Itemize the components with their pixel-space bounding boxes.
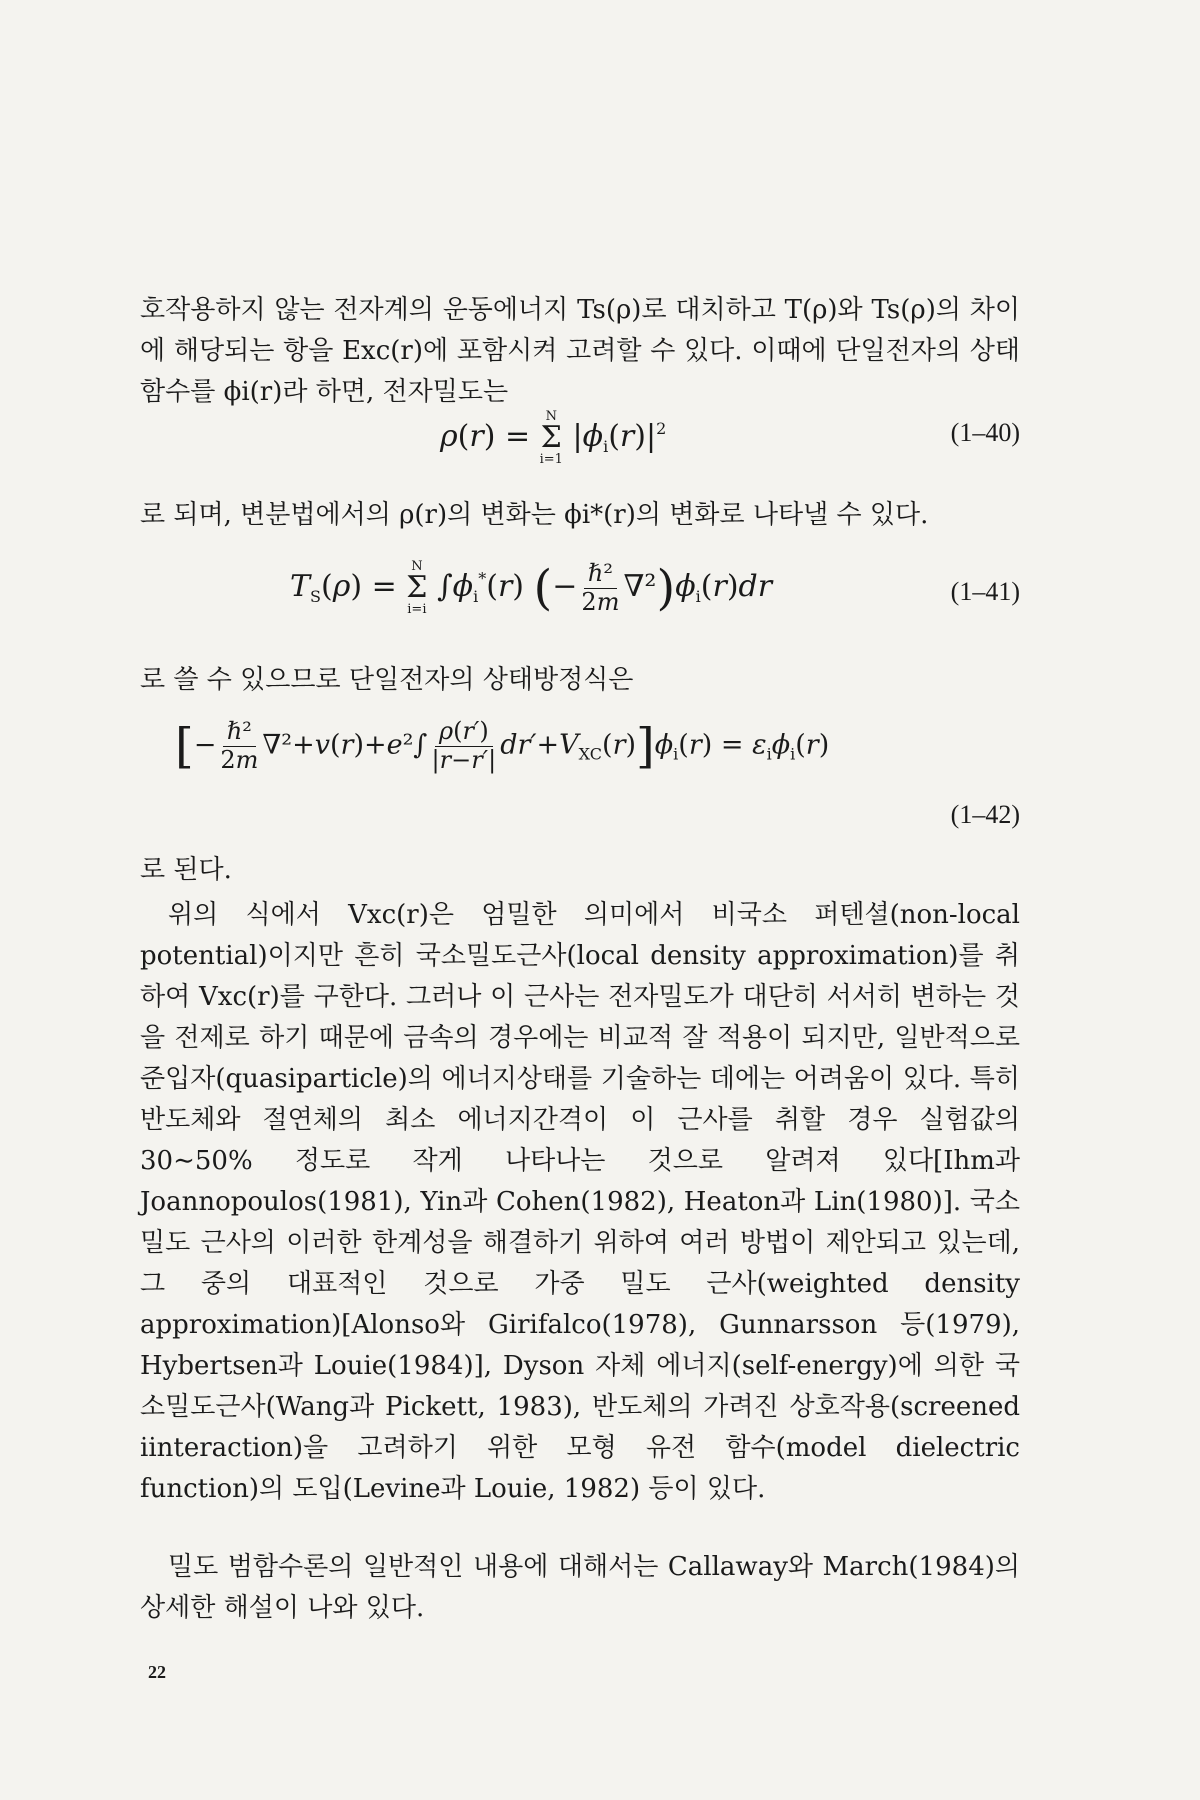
equation-1-41: $T_S(\rho)$ = N Σ i=i $\int\phi_i^*(r)$ (− $\frac{\text{ℏ²}}{2m}$ $\nabla^2)\phi_i(r)dr$	[290, 559, 773, 618]
paragraph-5-block	[140, 895, 1020, 1510]
paragraph-6-block	[140, 1547, 1020, 1629]
page-number: 22	[148, 1662, 166, 1682]
paragraph-4-block	[140, 850, 1020, 891]
paragraph-3: 로 쓸 수 있으므로 단일전자의 상태방정식은	[140, 665, 634, 695]
paragraph-intro	[140, 290, 1020, 413]
paragraph-6: 밀도 범함수론의 일반적인 내용에 대해서는 Callaway와 March(1984)의 상세한 해설이 나와 있다.	[140, 1552, 1020, 1623]
equation-1-42: [− $\frac{\text{ℏ²}}{2m}$ ∇²+v(r)+e²∫ $\frac{\rho(r')}{|r-r'|}$ $dr'+V_{XC}(r)]\phi_i(r) = \varepsilon_i\phi_i(r)$	[175, 717, 830, 775]
equation-number-1-42: (1–42)	[950, 800, 1020, 829]
equation-number-1-41: (1–41)	[950, 577, 1020, 606]
equation-1-40: ρ(r) = N Σ i=1 $|\phi_i(r)|^2$	[440, 409, 667, 467]
paragraph-1: 호작용하지 않는 전자계의 운동에너지 Ts(ρ)로 대치하고 T(ρ)와 Ts(ρ)의 차이에 해당되는 항을 Exc(r)에 포함시켜 고려할 수 있다. 이때에 단일전자의 상태함수를 ϕi(r)라 하면, 전자밀도는	[140, 295, 1020, 407]
paragraph-5: 위의 식에서 Vxc(r)은 엄밀한 의미에서 비국소 퍼텐셜(non-local potential)이지만 흔히 국소밀도근사(local density approximation)를 취하여 Vxc(r)를 구한다. 그러나 이 근사는 전자밀도가 대단히 서서히 변하는 것을 전제로 하기 때문에 금속의 경우에는 비교적 잘 적용이 되지만, 일반적으로 준입자(quasiparticle)의 에너지상태를 기술하는 데에는 어려움이 있다. 특히 반도체와 절연체의 최소 에너지간격이 이 근사를 취할 경우 실험값의 30∼50% 정도로 작게 나타나는 것으로 알려져 있다[Ihm과 Joannopoulos(1981), Yin과 Cohen(1982), Heaton과 Lin(1980)]. 국소밀도 근사의 이러한 한계성을 해결하기 위하여 여러 방법이 제안되고 있는데, 그 중의 대표적인 것으로 가중 밀도 근사(weighted density approximation)[Alonso와 Girifalco(1978), Gunnarsson 등(1979), Hybertsen과 Louie(1984)], Dyson 자체 에너지(self-energy)에 의한 국소밀도근사(Wang과 Pickett, 1983), 반도체의 가려진 상호작용(screened iinteraction)을 고려하기 위한 모형 유전 함수(model dielectric function)의 도입(Levine과 Louie, 1982) 등이 있다.	[140, 900, 1020, 1504]
paragraph-2: 로 되며, 변분법에서의 ρ(r)의 변화는 ϕi*(r)의 변화로 나타낼 수 있다.	[140, 500, 929, 530]
paragraph-4: 로 된다.	[140, 855, 232, 885]
equation-number-1-40: (1–40)	[950, 418, 1020, 447]
paragraph-3-block	[140, 660, 1020, 701]
paragraph-2-block	[140, 495, 1020, 536]
